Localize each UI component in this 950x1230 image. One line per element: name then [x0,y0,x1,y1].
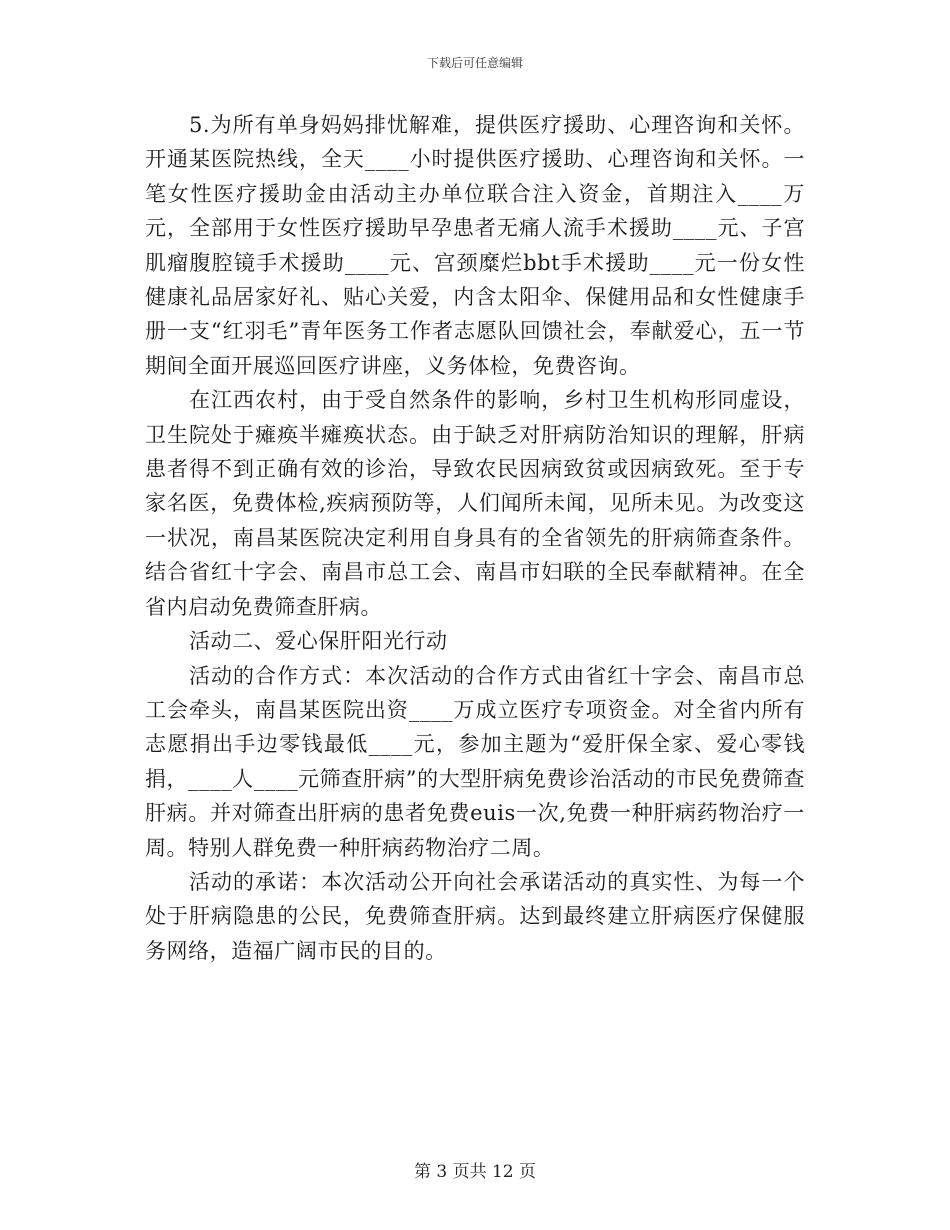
document-body [145,108,805,968]
paragraph-activity-promise: 活动的承诺：本次活动公开向社会承诺活动的真实性、为每一个处于肝病隐患的公民，免费筛查肝病。达到最终建立肝病医疗保健服务网络，造福广阔市民的目的。 [145,869,805,963]
page-header-note: 下载后可任意编辑 [426,56,523,70]
page-number-footer: 第 3 页共 12 页 [413,1162,537,1182]
section-heading-activity-two: 活动二、爱心保肝阳光行动 [189,629,448,654]
paragraph-item-5: 5.为所有单身妈妈排忧解难，提供医疗援助、心理咨询和关怀。开通某医院热线，全天____小时提供医疗援助、心理咨询和关怀。一笔女性医疗援助金由活动主办单位联合注入资金，首期注入____万元，全部用于女性医疗援助早孕患者无痛人流手术援助____元、子宫肌瘤腹腔镜手术援助____元、宫颈糜烂bbt手术援助____元一份女性健康礼品居家好礼、贴心关爱，内含太阳伞、保健用品和女性健康手册一支“红羽毛”青年医务工作者志愿队回馈社会，奉献爱心，五一节期间全面开展巡回医疗讲座，义务体检，免费咨询。 [145,113,805,378]
paragraph-jiangxi-rural: 在江西农村，由于受自然条件的影响，乡村卫生机构形同虚设，卫生院处于瘫痪半瘫痪状态。由于缺乏对肝病防治知识的理解，肝病患者得不到正确有效的诊治，导致农民因病致贫或因病致死。至于专家名医，免费体检,疾病预防等，人们闻所未闻，见所未见。为改变这一状况，南昌某医院决定利用自身具有的全省领先的肝病筛查条件。结合省红十字会、南昌市总工会、南昌市妇联的全民奉献精神。在全省内启动免费筛查肝病。 [145,388,805,619]
paragraph-cooperation-method: 活动的合作方式：本次活动的合作方式由省红十字会、南昌市总工会牵头，南昌某医院出资____万成立医疗专项资金。对全省内所有志愿捐出手边零钱最低____元，参加主题为“爱肝保全家、爱心零钱捐，____人____元筛查肝病”的大型肝病免费诊治活动的市民免费筛查肝病。并对筛查出肝病的患者免费euis一次,免费一种肝病药物治疗一周。特别人群免费一种肝病药物治疗二周。 [145,663,805,860]
